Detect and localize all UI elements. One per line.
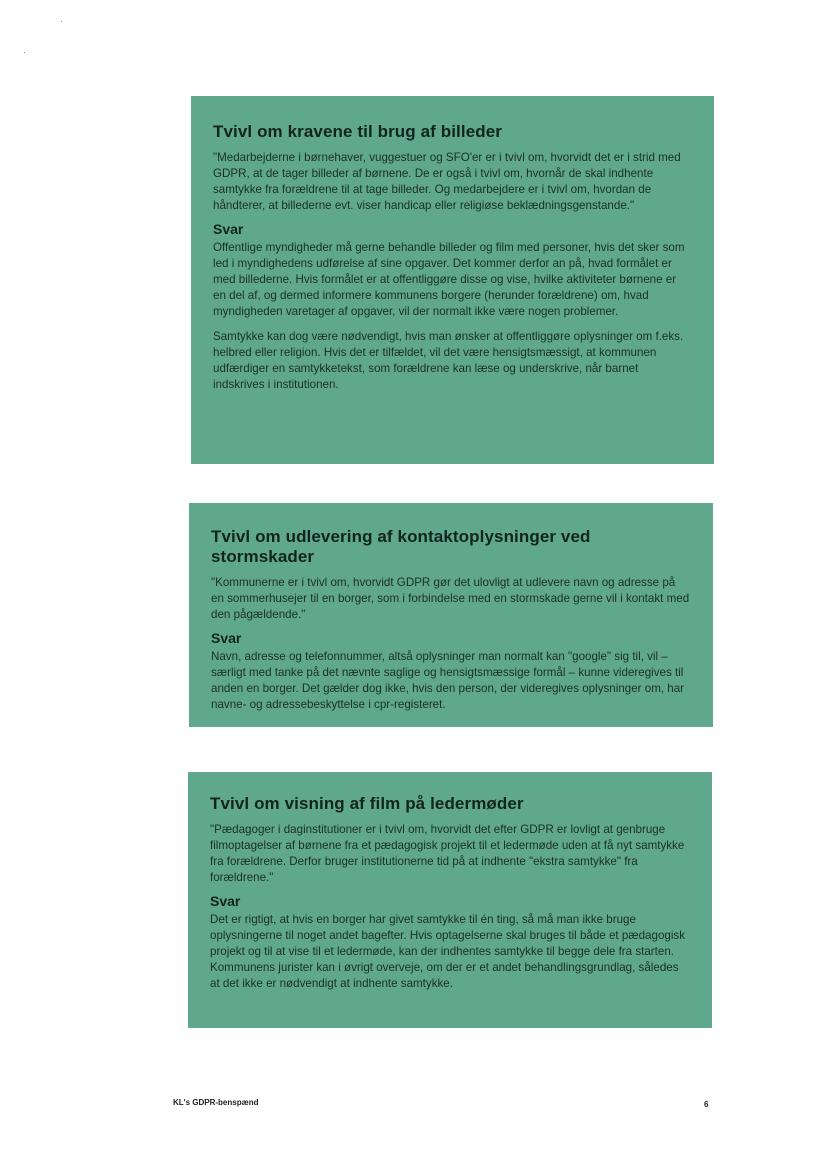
section-question: "Medarbejderne i børnehaver, vuggestuer og SFO'er er i tvivl om, hvorvidt det er i strid med GDPR, at de tager billeder af børnene. De er også i tvivl om, hvornår de skal indhente samtykke fra forældrene til at tage billeder. Og medarbejdere er i tvivl om, hvordan de håndterer, at billederne evt. viser handicap eller religiøse beklædningsgenstande." <box>213 151 681 212</box>
section-title: Tvivl om udlevering af kontaktoplysninger ved stormskader <box>211 527 591 566</box>
answer-paragraph: Samtykke kan dog være nødvendigt, hvis man ønsker at offentliggøre oplysninger om f.eks. helbred eller religion. Hvis det er tilfældet, vil det være hensigtsmæssigt, at kommunen udfærdiger en samtykketekst, som forældrene kan læse og underskrive, når barnet indskrives i institutionen. <box>213 330 684 391</box>
footer-document-title: KL's GDPR-benspænd <box>173 1098 259 1107</box>
answer-heading: Svar <box>211 630 242 646</box>
page-number: 6 <box>704 1100 709 1109</box>
section-box-storm-damage <box>189 503 713 727</box>
scan-speck <box>61 21 62 22</box>
answer-heading: Svar <box>210 893 241 909</box>
section-question: "Pædagoger i daginstitutioner er i tvivl om, hvorvidt det efter GDPR er lovligt at genbruge filmoptagelser af børnene fra et pædagogisk projekt til et ledermøde uden at få nyt samtykke fra forældrene. Derfor bruger institutionerne tid på at indhente "ekstra samtykke" fra forældrene." <box>210 823 685 884</box>
section-question: "Kommunerne er i tvivl om, hvorvidt GDPR gør det ulovligt at udlevere navn og adresse på en sommerhusejer til en borger, som i forbindelse med en stormskade gerne vil i kontakt med den pågældende." <box>211 576 690 621</box>
scan-speck <box>24 52 25 53</box>
section-box-photos <box>191 96 714 464</box>
section-title: Tvivl om visning af film på ledermøder <box>210 794 524 813</box>
answer-paragraph: Navn, adresse og telefonnummer, altså oplysninger man normalt kan "google" sig til, vil – særligt med tanke på det nævnte saglige og hensigtsmæssige formål – kunne videregives til anden en borger. Det gælder dog ikke, hvis den person, der videregives oplysninger om, har navne- og adressebeskyttelse i cpr-registeret. <box>211 650 685 711</box>
section-title: Tvivl om kravene til brug af billeder <box>213 122 503 141</box>
answer-paragraph: Offentlige myndigheder må gerne behandle billeder og film med personer, hvis det sker som led i myndighedens udførelse af sine opgaver. Det kommer derfor an på, hvad formålet er med billederne. Hvis formålet er at offentliggøre disse og vise, hvilke aktiviteter børnene er en del af, og dermed informere kommunens borgere (herunder forældrene) om, hvad myndigheden varetager af opgaver, vil der normalt ikke være nogen problemer. <box>213 241 685 318</box>
answer-paragraph: Det er rigtigt, at hvis en borger har givet samtykke til én ting, så må man ikke bruge oplysningerne til noget andet bagefter. Hvis optagelserne skal bruges til både et pædagogisk projekt og til at vise til et ledermøde, kan der indhentes samtykke til begge dele fra starten. Kommunens jurister kan i øvrigt overveje, om der er et andet behandlingsgrundlag, således at det ikke er nødvendigt at indhente samtykke. <box>210 913 686 990</box>
answer-heading: Svar <box>213 221 244 237</box>
section-box-film-meetings <box>188 772 712 1028</box>
